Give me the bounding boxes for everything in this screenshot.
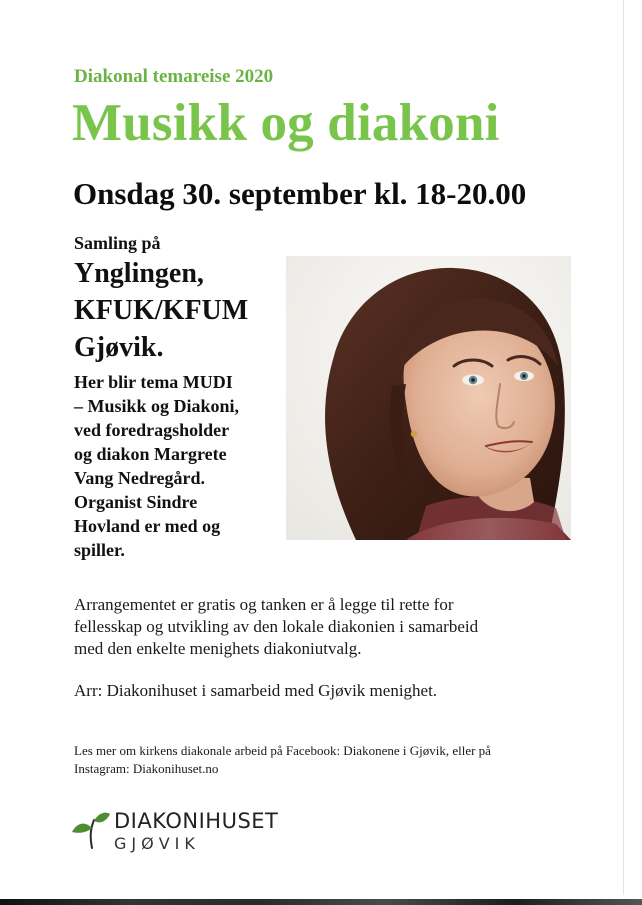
event-date-time: Onsdag 30. september kl. 18-20.00	[73, 176, 527, 211]
organizer-line: Arr: Diakonihuset i samarbeid med Gjøvik menighet.	[74, 681, 438, 700]
event-details-column	[74, 232, 288, 562]
description-line: og diakon Margrete	[74, 444, 227, 464]
venue-line: KFUK/KFUM	[74, 295, 249, 326]
logo-city: GJØVIK	[114, 834, 200, 853]
venue-line: Gjøvik.	[74, 332, 164, 363]
event-series-subtitle: Diakonal temareise 2020	[74, 66, 274, 87]
event-title: Musikk og diakoni	[72, 94, 500, 152]
event-description	[74, 370, 288, 562]
paragraph-line: fellesskap og utvikling av den lokale diakonien i samarbeid	[74, 617, 479, 636]
event-info-paragraph	[74, 594, 594, 660]
diakonihuset-logo	[70, 806, 280, 856]
social-media-footnote	[74, 742, 594, 778]
paragraph-line: Arrangementet er gratis og tanken er å legge til rette for	[74, 595, 454, 614]
description-line: Hovland er med og	[74, 516, 221, 536]
page-edge-rule	[623, 0, 624, 895]
description-line: spiller.	[74, 540, 125, 560]
venue-line: Ynglingen,	[74, 258, 204, 289]
gathering-label: Samling på	[74, 233, 161, 253]
description-line: ved foredragsholder	[74, 420, 230, 440]
description-line: Her blir tema MUDI	[74, 372, 233, 392]
footnote-line: Les mer om kirkens diakonale arbeid på Facebook: Diakonene i Gjøvik, eller på	[74, 743, 491, 758]
logo-wordmark: DIAKONIHUSET	[114, 809, 279, 833]
speaker-portrait-photo	[286, 256, 571, 540]
footnote-line: Instagram: Diakonihuset.no	[74, 761, 219, 776]
description-line: – Musikk og Diakoni,	[74, 396, 240, 416]
venue-name	[74, 255, 288, 366]
paragraph-line: med den enkelte menighets diakoniutvalg.	[74, 639, 362, 658]
sprout-icon	[70, 810, 110, 850]
description-line: Organist Sindre	[74, 492, 198, 512]
bottom-edge-band	[0, 899, 642, 905]
description-line: Vang Nedregård.	[74, 468, 206, 488]
